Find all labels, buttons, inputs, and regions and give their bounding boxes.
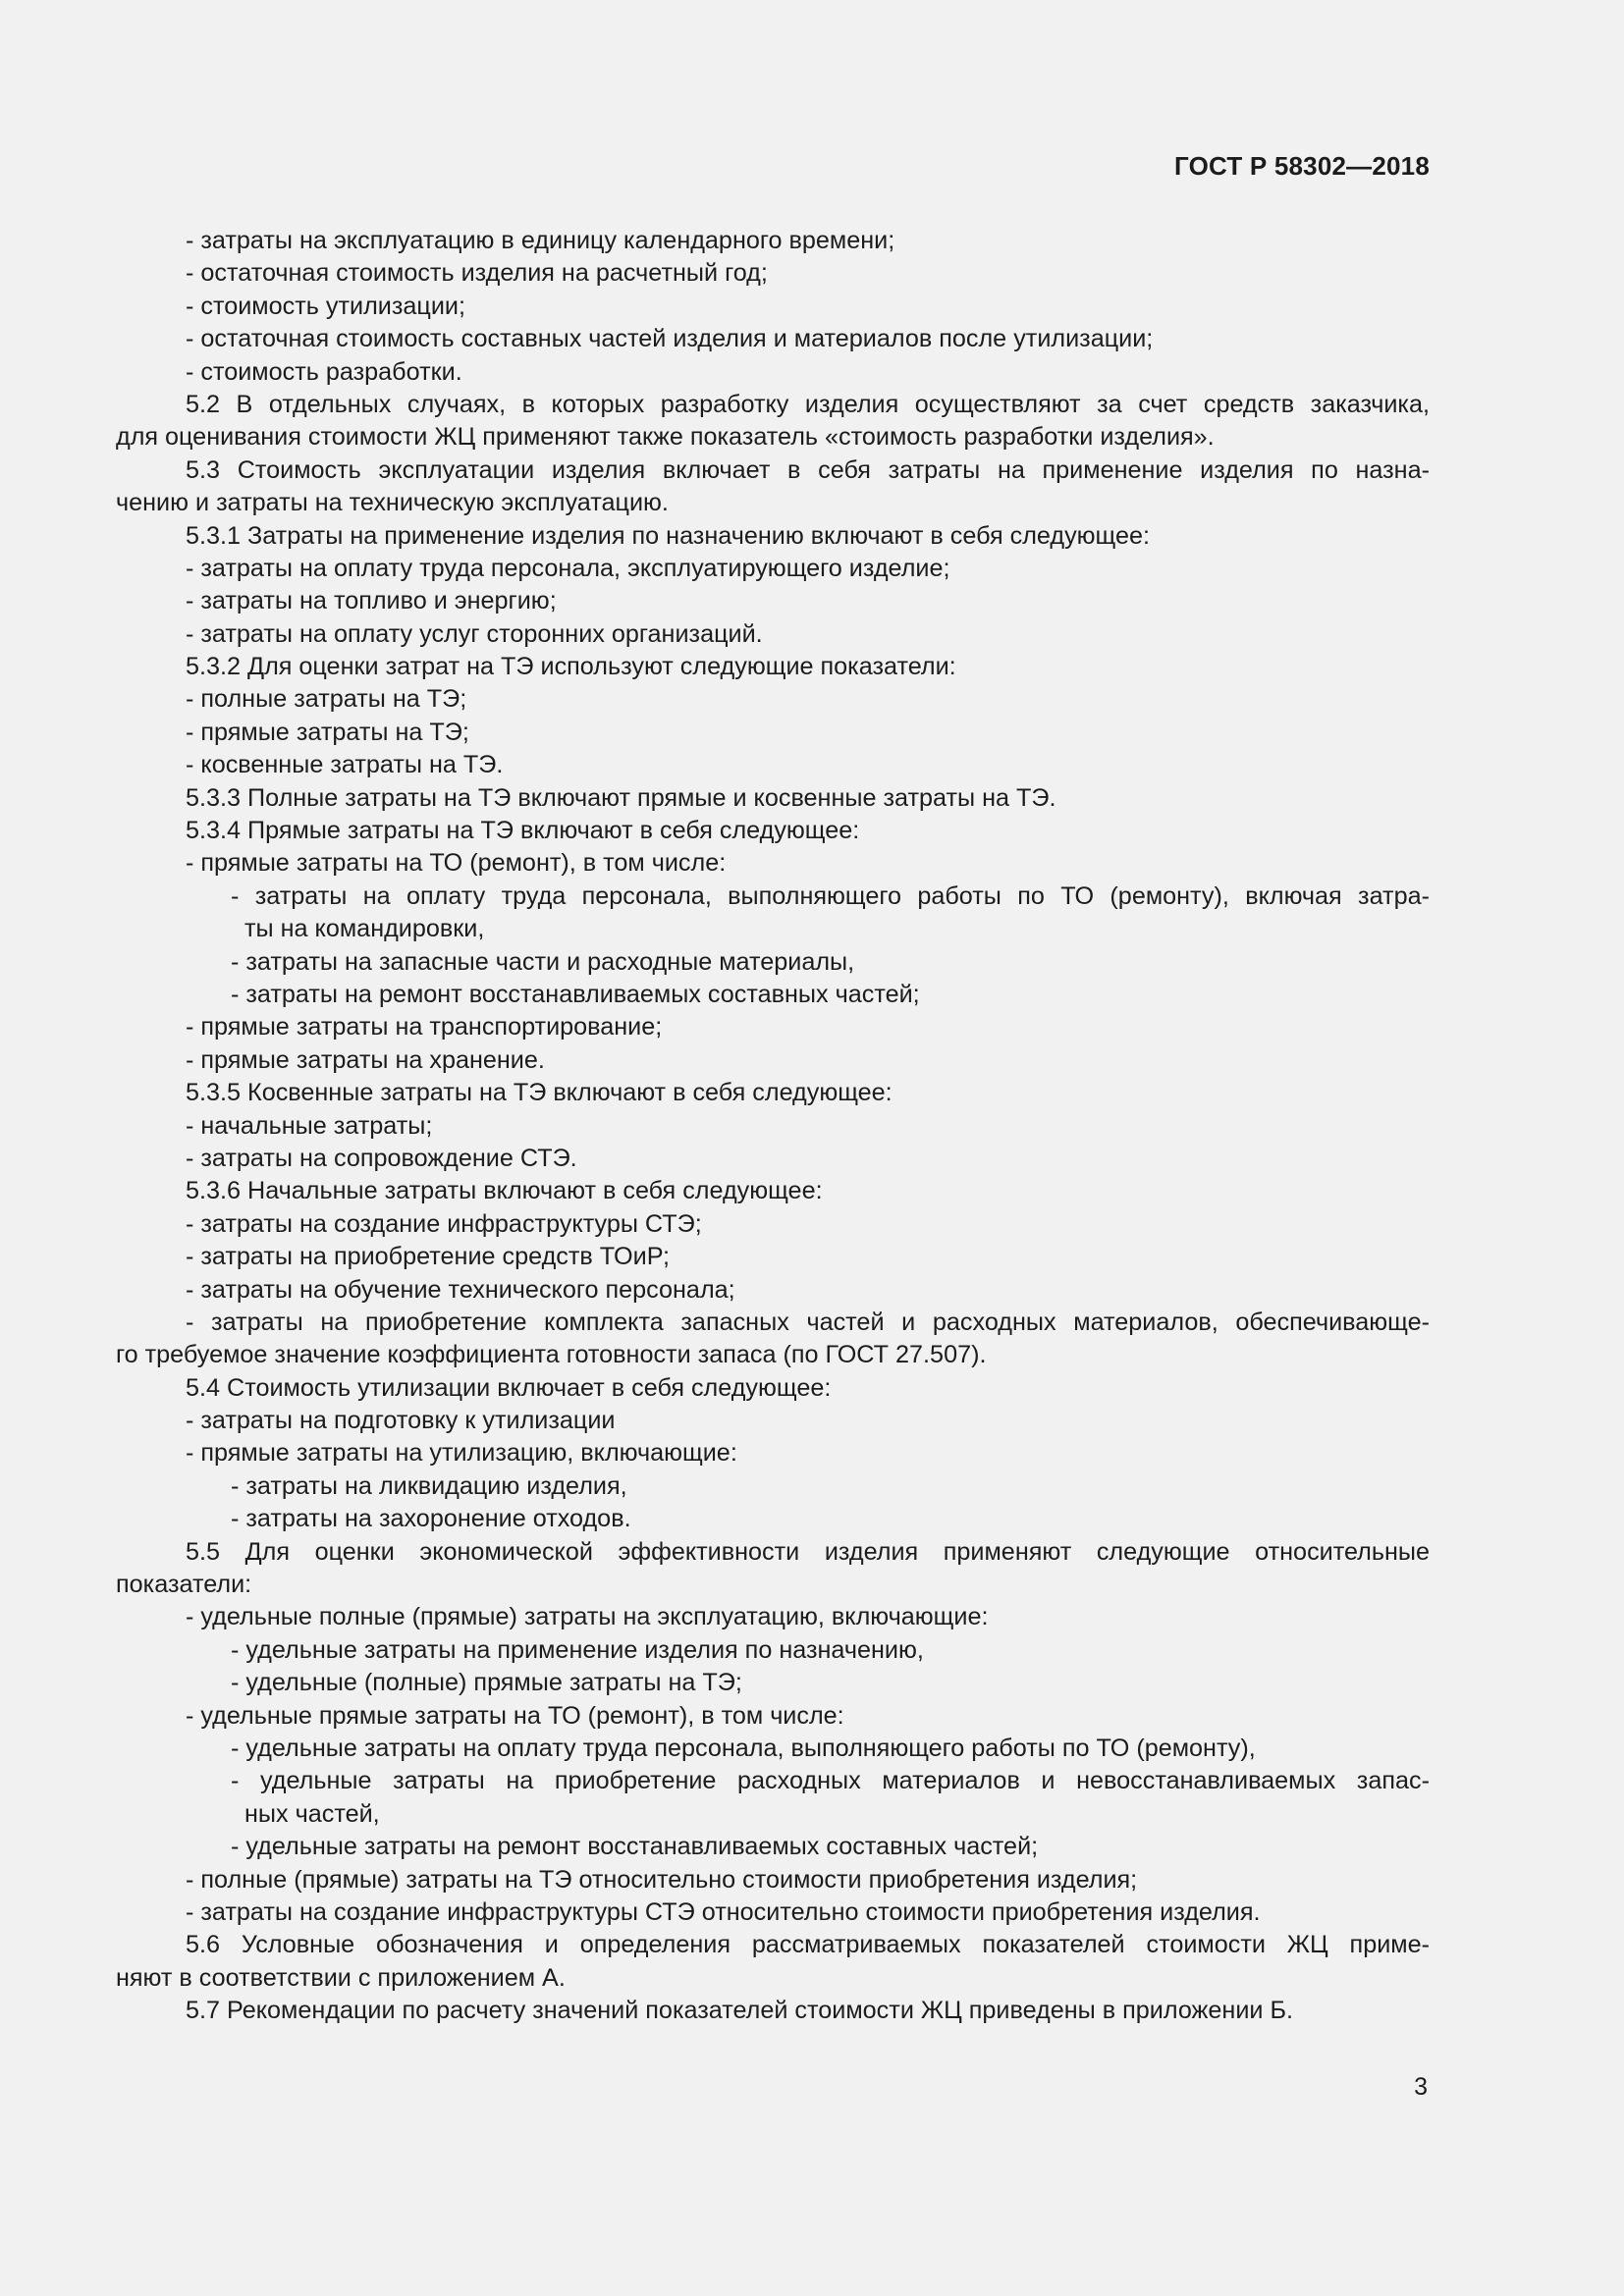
text-line: - затраты на подготовку к утилизации [186, 1407, 616, 1435]
text-line: - затраты на приобретение комплекта запасных частей и расходных материалов, обеспечивающе- [186, 1308, 1430, 1336]
text-line: - удельные (полные) прямые затраты на ТЭ; [231, 1669, 742, 1697]
text-line: - стоимость утилизации; [186, 292, 465, 320]
paragraph-5-7: 5.7 Рекомендации по расчету значений показателей стоимости ЖЦ приведены в приложении Б. [186, 1997, 1293, 2025]
text-line: - затраты на ремонт восстанавливаемых составных частей; [231, 980, 920, 1008]
text-line: показатели: [116, 1571, 252, 1599]
text-line: - затраты на топливо и энергию; [186, 587, 557, 615]
paragraph-5-5: 5.5 Для оценки экономической эффективности изделия применяют следующие относительные [186, 1537, 1430, 1566]
paragraph-5-3-6: 5.3.6 Начальные затраты включают в себя следующее: [186, 1177, 823, 1205]
paragraph-5-3-1: 5.3.1 Затраты на применение изделия по назначению включают в себя следующее: [186, 521, 1151, 550]
text-line: - стоимость разработки. [186, 357, 462, 386]
text-line: - удельные затраты на приобретение расходных материалов и невосстанавливаемых запас- [231, 1767, 1430, 1795]
text-line: - прямые затраты на ТЭ; [186, 718, 469, 746]
text-line: - удельные затраты на применение изделия по назначению, [231, 1635, 924, 1664]
paragraph-5-6: 5.6 Условные обозначения и определения рассматриваемых показателей стоимости ЖЦ приме- [186, 1931, 1430, 1959]
text-line: для оценивания стоимости ЖЦ применяют также показатель «стоимость разработки изделия». [116, 423, 1215, 452]
text-line: - удельные затраты на оплату труда персонала, выполняющего работы по ТО (ремонту), [231, 1734, 1256, 1762]
document-code: ГОСТ Р 58302—2018 [1174, 151, 1430, 181]
text-line: - удельные прямые затраты на ТО (ремонт), в том числе: [186, 1701, 844, 1730]
text-line: - затраты на захоронение отходов. [231, 1505, 631, 1533]
text-line: - затраты на эксплуатацию в единицу календарного времени; [186, 227, 895, 254]
text-line: - затраты на оплату услуг сторонних организаций. [186, 619, 763, 648]
paragraph-5-3: 5.3 Стоимость эксплуатации изделия включает в себя затраты на применение изделия по назна- [186, 455, 1430, 484]
text-line: - удельные полные (прямые) затраты на эксплуатацию, включающие: [186, 1603, 989, 1631]
text-line: - затраты на оплату труда персонала, выполняющего работы по ТО (ремонту), включая затра- [231, 881, 1430, 910]
text-line: - прямые затраты на утилизацию, включающие: [186, 1439, 737, 1468]
text-line: - затраты на обучение технического персонала; [186, 1275, 735, 1304]
paragraph-5-3-5: 5.3.5 Косвенные затраты на ТЭ включают в себя следующее: [186, 1079, 893, 1107]
text-line: го требуемое значение коэффициента готовности запаса (по ГОСТ 27.507). [116, 1341, 987, 1369]
paragraph-5-4: 5.4 Стоимость утилизации включает в себя следующее: [186, 1373, 832, 1402]
text-line: - прямые затраты на ТО (ремонт), в том числе: [186, 849, 727, 878]
text-line: няют в соответствии с приложением А. [116, 1963, 566, 1992]
text-line: ных частей, [244, 1799, 380, 1828]
text-line: - начальные затраты; [186, 1111, 433, 1140]
text-line: - остаточная стоимость изделия на расчетный год; [186, 259, 768, 288]
text-line: - затраты на сопровождение СТЭ. [186, 1144, 577, 1172]
page-number: 3 [1414, 2073, 1428, 2101]
document-body [116, 225, 1430, 2027]
text-line: - прямые затраты на транспортирование; [186, 1013, 663, 1041]
text-line: чению и затраты на техническую эксплуатацию. [116, 489, 669, 517]
text-line: - затраты на ликвидацию изделия, [231, 1471, 627, 1500]
text-line: - остаточная стоимость составных частей изделия и материалов после утилизации; [186, 325, 1154, 353]
text-line: - затраты на приобретение средств ТОиР; [186, 1243, 670, 1271]
text-line: - затраты на запасные части и расходные материалы, [231, 947, 855, 976]
text-line: - затраты на оплату труда персонала, эксплуатирующего изделие; [186, 554, 950, 582]
paragraph-5-3-4: 5.3.4 Прямые затраты на ТЭ включают в себя следующее: [186, 817, 860, 845]
text-line: - прямые затраты на хранение. [186, 1045, 545, 1074]
text-line: - косвенные затраты на ТЭ. [186, 751, 504, 779]
text-line: - удельные затраты на ремонт восстанавливаемых составных частей; [231, 1833, 1039, 1861]
text-line: - затраты на создание инфраструктуры СТЭ; [186, 1209, 702, 1238]
paragraph-5-3-3: 5.3.3 Полные затраты на ТЭ включают прямые и косвенные затраты на ТЭ. [186, 783, 1056, 812]
text-line: ты на командировки, [244, 915, 485, 943]
text-line: - затраты на создание инфраструктуры СТЭ относительно стоимости приобретения изделия. [186, 1897, 1261, 1926]
text-line: - полные затраты на ТЭ; [186, 685, 467, 714]
paragraph-5-2: 5.2 В отдельных случаях, в которых разработку изделия осуществляют за счет средств заказчика, [186, 390, 1430, 418]
text-line: - полные (прямые) затраты на ТЭ относительно стоимости приобретения изделия; [186, 1865, 1138, 1894]
paragraph-5-3-2: 5.3.2 Для оценки затрат на ТЭ используют следующие показатели: [186, 653, 956, 681]
